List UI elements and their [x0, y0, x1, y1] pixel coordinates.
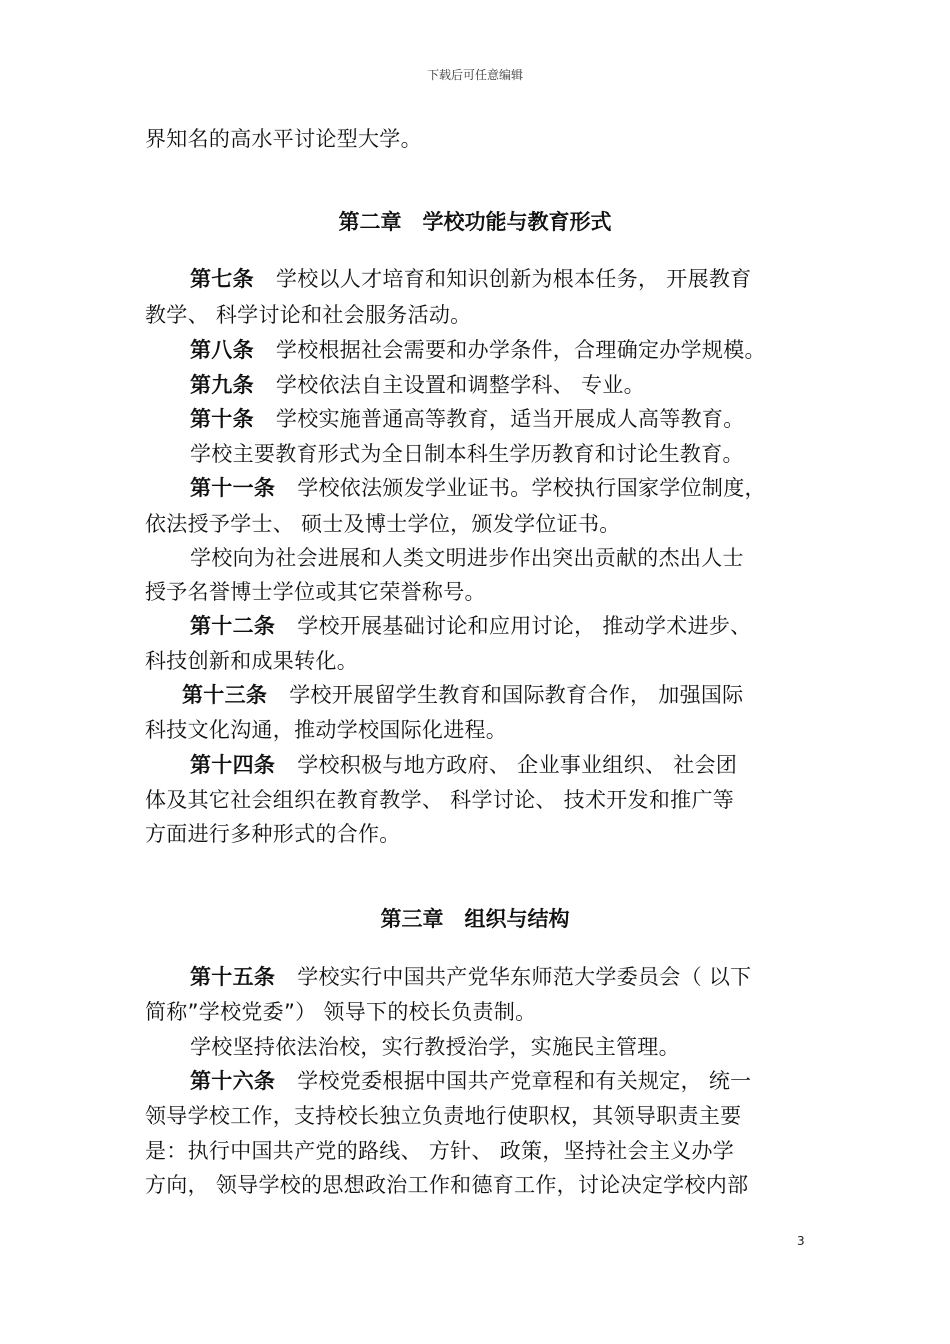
article-text: 学校根据社会需要和办学条件，合理确定办学规模。 — [275, 338, 766, 362]
article-11 — [190, 471, 766, 505]
paragraph-line: 教学、 科学讨论和社会服务活动。 — [145, 303, 472, 327]
article-label: 第十六条 — [190, 1069, 276, 1093]
article-text: 学校党委根据中国共产党章程和有关规定， 统一 — [297, 1069, 752, 1093]
article-text: 学校依法颁发学业证书。学校执行国家学位制度， — [297, 476, 766, 500]
chapter-heading: 第二章 学校功能与教育形式 — [338, 210, 612, 234]
article-8 — [190, 333, 766, 367]
paragraph-line: 领导学校工作，支持校长独立负责地行使职权，其领导职责主要 — [145, 1104, 742, 1128]
paragraph-line: 体及其它社会组织在教育教学、 科学讨论、 技术开发和推广等 — [145, 788, 735, 812]
article-10 — [190, 402, 745, 436]
article-text: 学校以人才培育和知识创新为根本任务， 开展教育 — [275, 267, 752, 291]
article-label: 第十条 — [190, 407, 254, 431]
article-label: 第十五条 — [190, 965, 276, 989]
chapter-heading: 第三章 组织与结构 — [380, 907, 570, 931]
article-label: 第十四条 — [190, 753, 276, 777]
article-16 — [190, 1064, 751, 1098]
paragraph-line: 依法授予学士、 硕士及博士学位，颁发学位证书。 — [145, 512, 621, 536]
article-label: 第十二条 — [190, 614, 276, 638]
paragraph-line: 方向， 领导学校的思想政治工作和德育工作，讨论决定学校内部 — [145, 1173, 749, 1197]
article-14 — [190, 748, 737, 782]
article-text: 学校积极与地方政府、 企业事业组织、 社会团 — [297, 753, 738, 777]
paragraph-line: 科技文化沟通，推动学校国际化进程。 — [145, 718, 508, 742]
page-header: 下载后可任意编辑 — [426, 68, 523, 82]
paragraph-line: 学校主要教育形式为全日制本科生学历教育和讨论生教育。 — [190, 442, 744, 466]
article-label: 第十一条 — [190, 476, 276, 500]
article-text: 学校依法自主设置和调整学科、 专业。 — [275, 373, 645, 397]
paragraph-line: 学校坚持依法治校，实行教授治学，实施民主管理。 — [190, 1035, 680, 1059]
article-label: 第七条 — [190, 267, 254, 291]
article-13 — [182, 678, 743, 712]
article-label: 第九条 — [190, 373, 254, 397]
paragraph-line: 方面进行多种形式的合作。 — [145, 822, 401, 846]
paragraph-line: 是：执行中国共产党的路线、 方针、 政策，坚持社会主义办学 — [145, 1139, 735, 1163]
paragraph-line: 简称”学校党委”） 领导下的校长负责制。 — [145, 1000, 537, 1024]
paragraph-line: 界知名的高水平讨论型大学。 — [145, 127, 422, 151]
article-7 — [190, 262, 751, 296]
paragraph-line: 学校向为社会进展和人类文明进步作出突出贡献的杰出人士 — [190, 546, 744, 570]
article-text: 学校开展基础讨论和应用讨论， 推动学术进步、 — [297, 614, 752, 638]
article-9 — [190, 368, 645, 402]
page-number: 3 — [797, 1234, 805, 1248]
article-12 — [190, 609, 751, 643]
article-text: 学校实行中国共产党华东师范大学委员会（ 以下 — [297, 965, 752, 989]
article-label: 第十三条 — [182, 683, 268, 707]
paragraph-line: 科技创新和成果转化。 — [145, 649, 358, 673]
article-15 — [190, 960, 751, 994]
article-text: 学校开展留学生教育和国际教育合作， 加强国际 — [289, 683, 744, 707]
article-label: 第八条 — [190, 338, 254, 362]
paragraph-line: 授予名誉博士学位或其它荣誉称号。 — [145, 580, 486, 604]
article-text: 学校实施普通高等教育，适当开展成人高等教育。 — [275, 407, 745, 431]
